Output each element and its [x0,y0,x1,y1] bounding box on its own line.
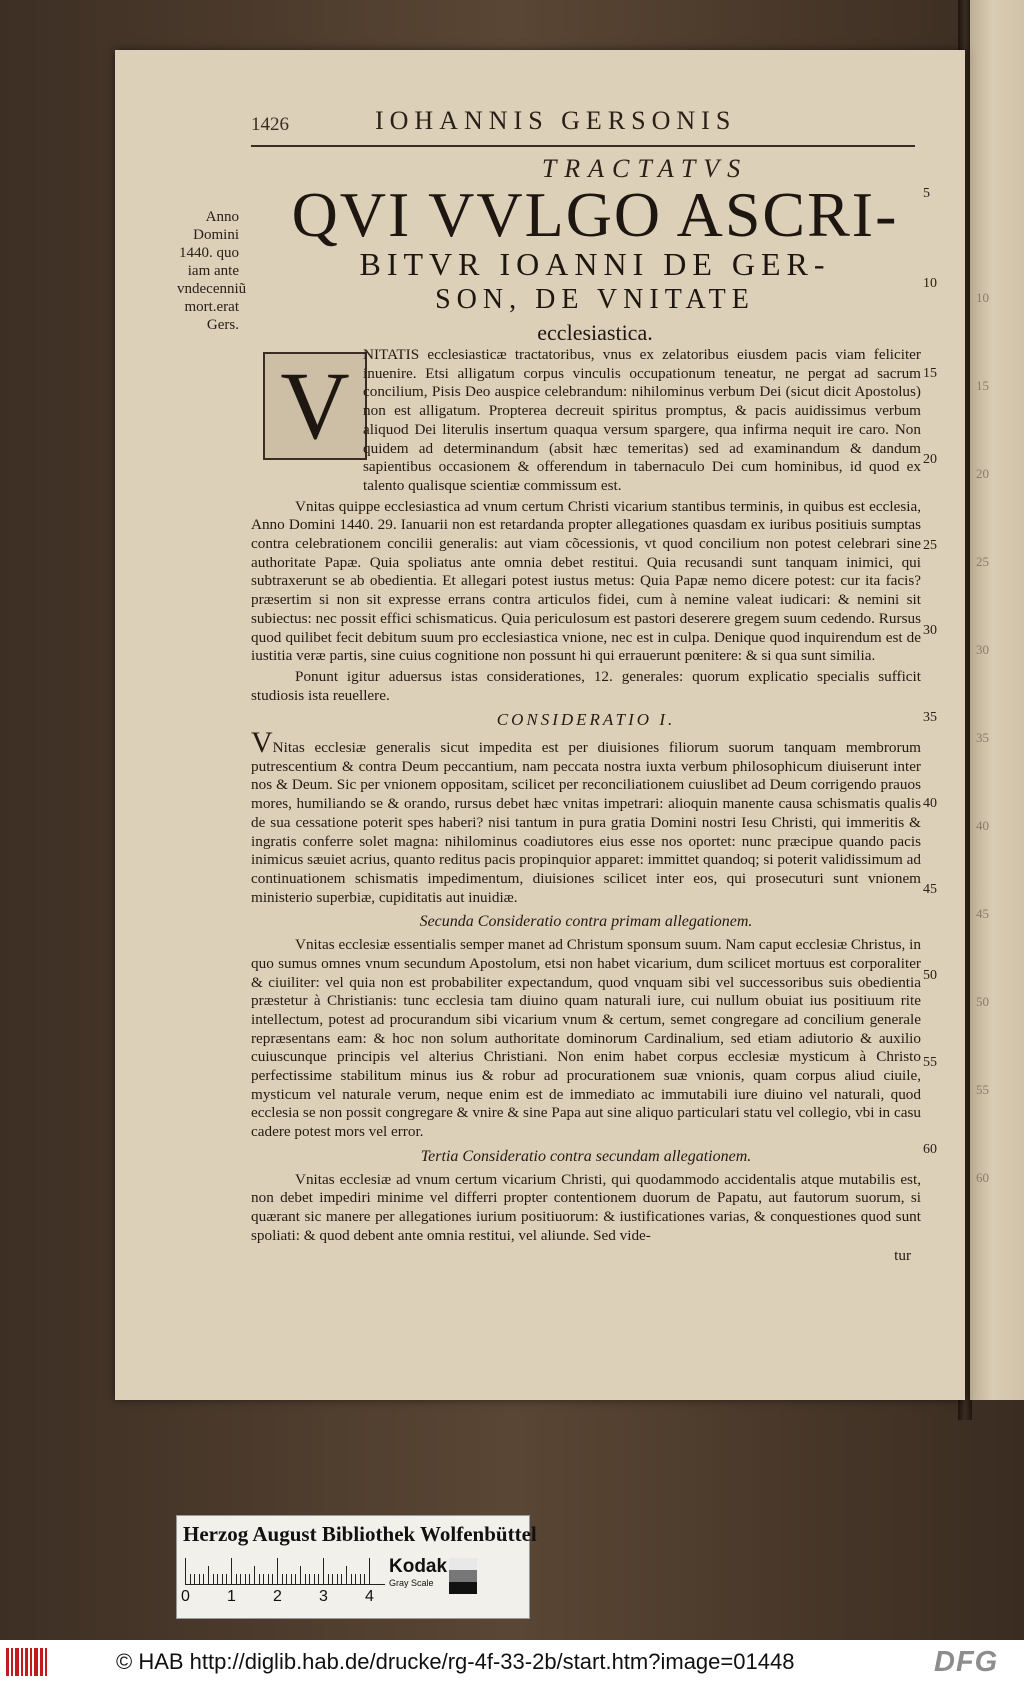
ruler-tick [226,1574,227,1584]
logo-bar [40,1648,43,1676]
ruler-tick [245,1574,246,1584]
ruler-tick [286,1574,287,1584]
dfg-logo: DFG [934,1646,999,1678]
gray-scale-text: Gray Scale [389,1578,434,1588]
paragraph-intro: NITATIS ecclesiasticæ tractatoribus, vnus ex zelatoribus eiusdem pacis viam feliciter inuenire. Etsi alligatum corpus vinculis occupationum teneatur, ne pergat ad sacrum concilium, Pisis Deo auspice celebrandum: nihilominus verbum Dei (sicut dicit Apostolus) non est alligatum. Propterea decreuit spiritus promptus, & pacis auidissimus verbum aliquod Dei literulis insertum quaqua versum spargere, qua infirma nequit ire caro. Non quidem ad determinandum (absit hæc temeritas) sed ad examinandum & dandum sapientibus occasionem & offerendum in tabernaculo Dei cum hominibus, id quod ex talento qualisque scientiæ commissum est. [363,346,921,494]
facing-page-number: 30 [976,642,989,657]
initial-v: V [251,726,273,760]
line-number: 5 [923,186,930,201]
title-line-4: ecclesiastica. [537,320,653,345]
hab-logo-icon [6,1648,46,1676]
ruler-tick [236,1574,237,1584]
ruler-tick [341,1574,342,1584]
line-number: 30 [923,623,937,638]
ruler-tick [185,1558,186,1584]
logo-bar [6,1648,9,1676]
ruler-number: 2 [273,1588,282,1605]
page-number: 1426 [251,114,289,135]
section-heading-2: Secunda Consideratio contra primam allegationem. [419,913,753,931]
line-number: 55 [923,1055,937,1070]
ruler-tick [203,1574,204,1584]
facing-page-number: 20 [976,466,989,481]
footer-bar [0,1640,1024,1682]
facing-page-number: 10 [976,290,989,305]
ruler-tick [240,1574,241,1584]
line-number: 20 [923,452,937,467]
logo-bar [45,1648,47,1676]
ruler-tick [305,1574,306,1584]
logo-bar [21,1648,23,1676]
ruler-tick [309,1574,310,1584]
paragraph-consideratio-1-text: Nitas ecclesiæ generalis sicut impedita est per diuisiones filiorum suorum tanquam membrorum putrescentium & contra Deum peccantium, nam peccata nostra iuxta verbum philosophicum diuiserunt inter nos & Deum. Sic per vnionem oppositam, scilicet per reconciliationem cuiuslibet ad Deum corrigendo prauos mores, humiliando se & orando, rursus debet hæc vnitas impetrari: alioquin manente causa schismatis qualis de sua cessatione poterit spes haberi? nisi tantum in pura gratia Domini nostri Iesu Christi, qui immeritis & ingratis conferre solet magna: nihilominus coadiutores eius esse nos oportet: nunc præcipue quando pacis inimicus sæuiet acrius, quanto reditus pacis propinquior apparet: immittet quandoq; si poterit validissimum ad continuationem schismatis impedimentum, diuisiones scilicet inter eos, qui prosecuturi sunt vnionem ministerio superbiæ, cupiditatis aut inuidiæ. [251,739,921,906]
scale-ruler [185,1556,385,1585]
ruler-tick [369,1558,370,1584]
paragraph-consideratio-2: Vnitas ecclesiæ essentialis semper manet ad Christum sponsum suum. Nam caput ecclesiæ Christus, in quo sumus omnes vnum secundum Apostolum, etsi non habet vicarium, dum scilicet mortuus est corporaliter & ciuiliter: vel quia non est probabiliter expectandum, quod vnquam sibi vel successoribus suis obedientia præstetur à Christianis: tunc ecclesia tam diuino quam naturali iure, cui nullum obuiat ius positiuum rite intellectum, potest ad procurandum sibi vicarium vnum & certum, semet congregare ad concilium generale repræsentans eam: & hoc non solum authoritate dominorum Cardinalium, sed etiam adiutorio & auxilio cuiuscunque principis vel alterius Christiani. Non enim habet corpus ecclesiæ mysticum à Christo perfectissime stabilitum minus ius & robur ad procurationem suæ vnionis, quam corpus aliud ciuile, mysticum vel naturale verum, neque enim est de immediato ac immutabili iure diuino vel naturali, quod ecclesia se non possit congregare & vnire & sine Papa aut sine aliquo particulari statu vel collegio, vbi in casu cadere potest mors vel error. [251,936,921,1141]
facing-page-number: 40 [976,818,989,833]
paragraph-consideratio-1 [251,726,921,907]
ruler-tick [332,1574,333,1584]
ruler-tick [268,1574,269,1584]
title-line-3: SON, DE VNITATE [435,284,755,315]
ruler-tick [300,1566,301,1584]
ruler-tick [222,1574,223,1584]
line-number: 35 [923,710,937,725]
facing-page-edge [968,0,1024,1400]
ruler-numbers [181,1588,381,1608]
header-rule [251,145,915,147]
decorated-initial-letter: V [280,352,350,459]
logo-bar [11,1648,13,1676]
facing-page-number: 35 [976,730,989,745]
ruler-tick [194,1574,195,1584]
ruler-tick [318,1574,319,1584]
ruler-tick [190,1574,191,1584]
ruler-tick [259,1574,260,1584]
line-number: 60 [923,1142,937,1157]
footer-credit: © HAB http://diglib.hab.de/drucke/rg-4f-33-2b/start.htm?image=01448 [116,1649,795,1674]
ruler-number: 3 [319,1588,328,1605]
line-number: 40 [923,796,937,811]
margin-note: Anno Domini 1440. quo iam ante vndecenniũ mort.erat Gers. [177,209,247,333]
facing-page-number: 25 [976,554,989,569]
ruler-number: 0 [181,1588,190,1605]
logo-bar [15,1648,19,1676]
book-page [115,50,965,1400]
body-text [251,346,921,1266]
ruler-tick [231,1558,232,1584]
facing-page-number: 15 [976,378,989,393]
ruler-tick [360,1574,361,1584]
ruler-tick [314,1574,315,1584]
ruler-tick [323,1558,324,1584]
running-head: IOHANNIS GERSONIS [375,106,737,135]
title-line-2: BITVR IOANNI DE GER- [359,246,831,282]
library-label [176,1515,537,1619]
line-number: 50 [923,968,937,983]
ruler-tick [263,1574,264,1584]
catchword: tur [894,1247,911,1265]
logo-bar [34,1648,38,1676]
ruler-tick [282,1574,283,1584]
facing-page-number: 60 [976,1170,989,1185]
section-heading-3: Tertia Consideratio contra secundam allegationem. [420,1147,752,1165]
facing-page-number: 50 [976,994,989,1009]
ruler-tick [355,1574,356,1584]
logo-bar [25,1648,28,1676]
ruler-tick [213,1574,214,1584]
ruler-number: 1 [227,1588,236,1605]
ruler-number: 4 [365,1588,374,1605]
paragraph-consideratio-3: Vnitas ecclesiæ ad vnum certum vicarium Christi, qui quodammodo accidentalis atque mutabilis est, non debet impediri minime vel differri propter contentionem duorum de Papatu, aut fautorum suorum, si quærant sic manere per allegationes iurium positiuorum: & iustificationes varias, & conquestiones quod sunt spoliati: & quod debent ante omnia restitui, vel aliunde. Sed vide- [251,1170,921,1244]
line-number: 10 [923,276,937,291]
facing-page-number: 45 [976,906,989,921]
ruler-tick [254,1566,255,1584]
library-name: Herzog August Bibliothek Wolfenbüttel [183,1522,537,1546]
ruler-tick [295,1574,296,1584]
line-number: 25 [923,538,937,553]
facing-page-number: 55 [976,1082,989,1097]
ruler-tick [291,1574,292,1584]
gray-scale-swatch [449,1558,477,1594]
ruler-tick [351,1574,352,1584]
paragraph-3: Ponunt igitur aduersus istas considerationes, 12. generales: quorum explicatio specialis sufficit studiosis ista reuellere. [251,667,921,704]
ruler-tick [249,1574,250,1584]
kodak-logo: Kodak [389,1556,448,1577]
ruler-tick [208,1566,209,1584]
ruler-tick [217,1574,218,1584]
section-heading-1: CONSIDERATIO I. [496,710,676,730]
title-line-1: QVI VVLGO ASCRI- [291,179,899,250]
ruler-tick [328,1574,329,1584]
ruler-tick [337,1574,338,1584]
logo-bar [30,1648,32,1676]
paragraph-2: Vnitas quippe ecclesiastica ad vnum certum Christi vicarium stantibus terminis, in quibus est ecclesia, Anno Domini 1440. 29. Ianuarii non est retardanda propter allegationes quasdam ex iuribus positiuis sumptas contra celebrationem concilii generalis: aut viam cõcessionis, vt quod concilium non potest celebrari sine authoritate Papæ. Quia spoliatus ante omnia debet restitui. Quia recusandi sunt tanquam inimici, qui subtraxerunt se ab obedientia. Et allegari potest iustus metus: Quia Papæ nemo dicere potest: cur ita facis? præsertim si non sit expresse errans contra articulos fidei, cum à nemine valeat iudicari: & nemini sit subiectus: nec possit effici schismaticus. Quia periculosum est pastori deserere gregem suum cedendo. Rursus quod quilibet fecit debitum suum pro ecclesiastica vnione, nec est in culpa. Denique quod inquirendum est de iustitia veræ partis, sine cuius cognitione non possunt hi qui errauerunt pœnitere: & si qua sunt similia. [251,497,921,665]
ruler-tick [199,1574,200,1584]
line-number: 15 [923,366,937,381]
title-tractatus: TRACTATVS [541,154,749,183]
ruler-tick [277,1558,278,1584]
ruler-tick [364,1574,365,1584]
ruler-tick [346,1566,347,1584]
ruler-tick [272,1574,273,1584]
line-number: 45 [923,882,937,897]
